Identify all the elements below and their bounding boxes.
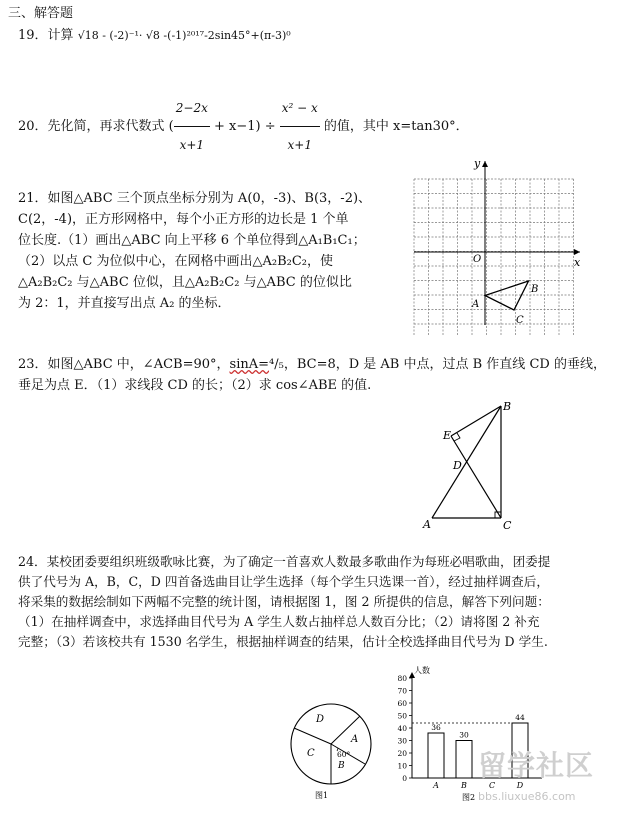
x-axis-label: x (574, 256, 581, 269)
bar-y-tick-label: 30 (397, 736, 407, 746)
watermark-url: bbs.liuxue86.com (478, 790, 576, 803)
q21-line: △A₂B₂C₂ 与△ABC 位似，且△A₂B₂C₂ 与△ABC 的位似比 (18, 275, 352, 290)
y-axis-arrow (482, 161, 488, 167)
q21-line: 位长度.（1）画出△ABC 向上平移 6 个单位得到△A₁B₁C₁； (18, 233, 366, 248)
question-20 (18, 90, 469, 163)
point-c-label: C (516, 315, 524, 326)
bar-category-label: B (461, 781, 467, 790)
q24-line: 供了代号为 A，B，C，D 四首备选曲目让学生选择（每个学生只选课一首），经过抽样调查后， (18, 574, 549, 589)
q21-line: 为 2：1，并直接写出点 A₂ 的坐标． (18, 296, 231, 311)
bar-chart-ticks (397, 674, 412, 783)
point-a-label: A (472, 299, 480, 310)
fig-label-d: D (453, 459, 462, 472)
bar-y-tick-label: 60 (397, 699, 407, 708)
grid-lines (414, 179, 574, 335)
q24-line: （1）在抽样调查中，求选择曲目代号为 A 学生人数占抽样总人数百分比；（2）请将图 2 补充 (18, 614, 540, 629)
watermark-logo: 留学社区 (478, 749, 595, 782)
q20-mid: + x−1) ÷ (213, 119, 276, 134)
origin-label: O (473, 254, 482, 265)
section-title: 三、解答题 (8, 6, 74, 21)
bar-y-tick-label: 70 (397, 686, 407, 696)
bar-value-label: 30 (459, 730, 469, 740)
y-axis-label: y (474, 157, 481, 170)
fig-label-b: B (503, 400, 512, 413)
question-21 (18, 188, 371, 314)
bar-y-tick-label: 50 (397, 711, 407, 721)
bar-ylabel: 人数 (414, 666, 430, 675)
q20-text-after: 的值，其中 x=tan30°． (323, 119, 469, 134)
question-24 (18, 552, 550, 652)
bar-a (428, 733, 444, 778)
question-19 (18, 26, 291, 45)
q23-triangle-figure (415, 398, 535, 533)
question-23 (18, 354, 606, 396)
bar-chart-figure-2 (392, 660, 562, 810)
pie-angle-label: 60° (337, 750, 351, 759)
q21-line: C(2，-4)，正方形网格中，每个小正方形的边长是 1 个单 (18, 212, 349, 227)
segment-be (451, 406, 501, 436)
pie-chart-figure-1 (278, 698, 388, 804)
bar-b (456, 741, 472, 779)
q23-line1-a: 23．如图△ABC 中，∠ACB=90°， (18, 357, 230, 372)
fig-label-a: A (423, 518, 431, 531)
bar-category-label: A (433, 781, 439, 790)
pie-label-d: D (316, 714, 325, 725)
bar-category-label: D (516, 781, 524, 790)
triangle-abc (485, 281, 529, 310)
fig-label-e: E (443, 429, 452, 442)
line-cd-extended (451, 436, 501, 518)
point-b-label: B (531, 284, 539, 295)
pie-label-c: C (307, 748, 315, 759)
q24-line: 将采集的数据绘制如下两幅不完整的统计图，请根据图 1，图 2 所提供的信息，解答下列问题： (18, 594, 550, 609)
pie-label-b: B (338, 761, 345, 771)
q19-prefix: 计算 (47, 28, 74, 43)
q20-text-before: 20．先化简，再求代数式 ( (18, 119, 174, 134)
bar-y-tick-label: 40 (397, 724, 407, 733)
q24-line: 完整；（3）若该校共有 1530 名学生，根据抽样调查的结果，估计全校选择曲目代号为 D 学生. (18, 634, 548, 649)
q23-line1-b: ，BC=8，D 是 AB 中点，过点 B 作直线 CD 的垂线， (283, 357, 606, 372)
q20-fraction-2: $\frac{\text{x² − x}}{x+1}$ (280, 90, 320, 163)
bar-y-tick-label: 20 (397, 749, 407, 758)
bar-y-tick-label: 0 (402, 774, 407, 783)
pie-divider (294, 728, 331, 744)
bar-y-tick-label: 10 (397, 761, 407, 771)
q21-line: 21．如图△ABC 三个顶点坐标分别为 A(0，-3)、B(3，-2)、 (18, 191, 372, 206)
q20-fraction-1: $\frac{2-2x}{x+1}$ (174, 90, 210, 163)
x-axis-arrow (574, 249, 580, 255)
q24-line: 24．某校团委要组织班级歌咏比赛，为了确定一首喜欢人数最多歌曲作为每班必唱歌曲，团委提 (18, 554, 551, 569)
bar-category-label: C (488, 781, 496, 790)
bar-value-label: 44 (515, 713, 525, 722)
pie-caption: 图1 (315, 791, 329, 800)
q19-number: 19． (18, 28, 48, 43)
q19-expression: √18 - (-2)⁻¹· √8 -(-1)²⁰¹⁷-2sin45°+(π-3)⁰ (77, 29, 291, 42)
q23-sin-fraction: ⁴/₅ (269, 357, 284, 372)
q21-grid-figure (404, 155, 594, 335)
q21-line: （2）以点 C 为位似中心，在网格中画出△A₂B₂C₂，使 (18, 254, 334, 269)
bar-caption: 图2 (462, 793, 476, 802)
pie-label-a: A (351, 734, 359, 745)
bar-y-tick-label: 80 (397, 674, 407, 683)
bar-value-label: 36 (431, 723, 441, 732)
q23-line2: 垂足为点 E．（1）求线段 CD 的长；（2）求 cos∠ABE 的值. (18, 378, 372, 393)
q23-sin: sinA= (229, 357, 270, 372)
fig-label-c: C (503, 519, 512, 532)
